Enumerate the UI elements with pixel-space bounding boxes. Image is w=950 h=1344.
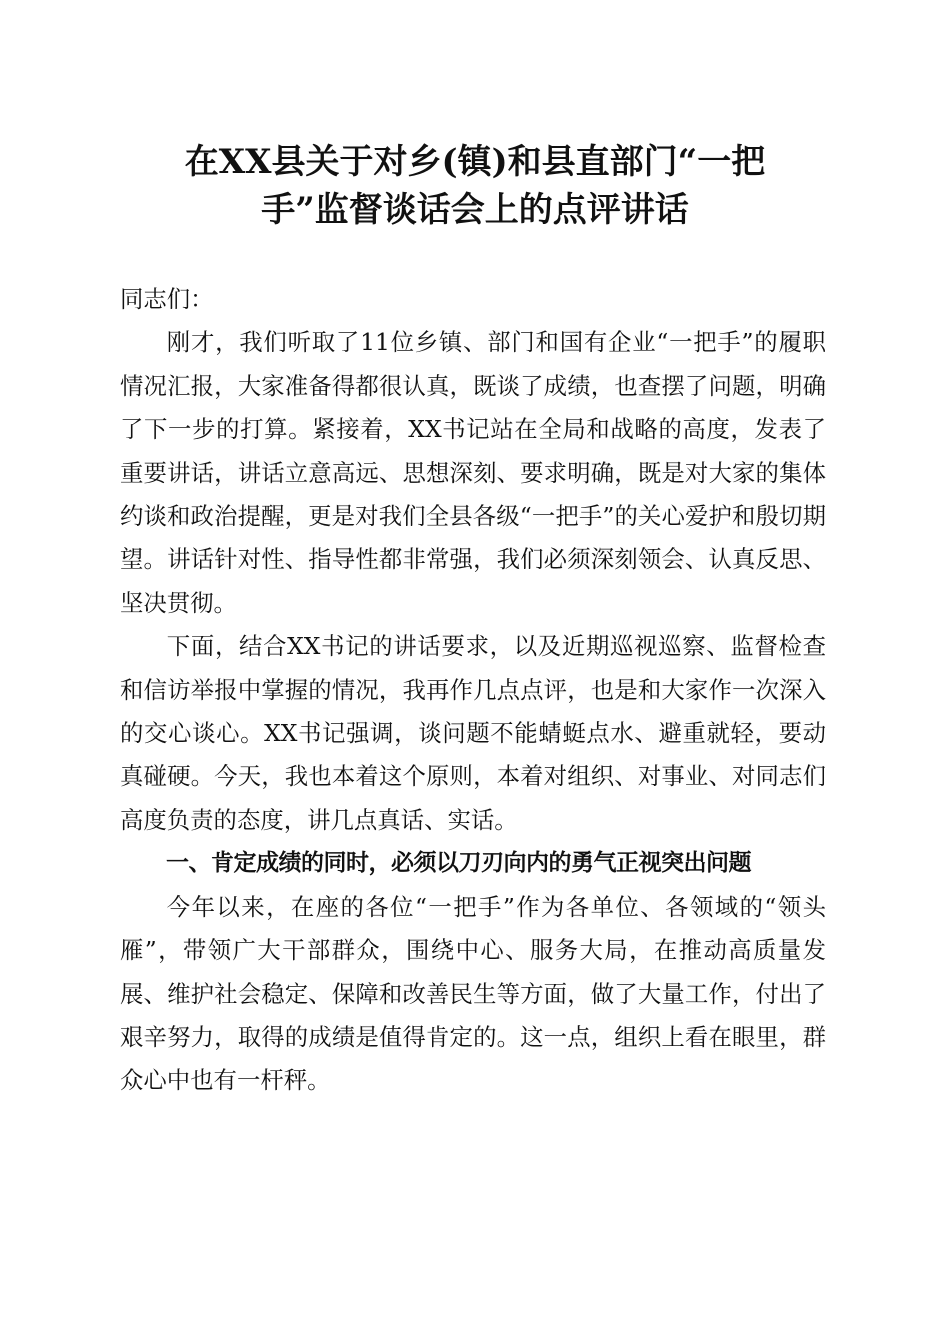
section-heading: 一、肯定成绩的同时，必须以刀刃向内的勇气正视突出问题 xyxy=(166,850,751,877)
section-paragraph: 今年以来，在座的各位“一把手”作为各单位、各领域的“领头雁”，带领广大干部群众，围绕中心、服务大局，在推动高质量发展、维护社会稳定、保障和改善民生等方面，做了大量工作，付出了艰辛努力，取得的成绩是值得肯定的。这一点，组织上看在眼里，群众心中也有一杆秤。 xyxy=(120,892,826,1095)
document-body xyxy=(120,278,826,1103)
paragraph-2: 下面，结合XX书记的讲话要求，以及近期巡视巡察、监督检查和信访举报中掌握的情况，我再作几点点评，也是和大家作一次深入的交心谈心。XX书记强调，谈问题不能蜻蜓点水、避重就轻，要动真碰硬。今天，我也本着这个原则，本着对组织、对事业、对同志们高度负责的态度，讲几点真话、实话。 xyxy=(120,632,826,834)
document-title xyxy=(120,138,830,234)
title-line-1: 在XX县关于对乡(镇)和县直部门“一把 xyxy=(184,142,766,182)
paragraph-1: 刚才，我们听取了11位乡镇、部门和国有企业“一把手”的履职情况汇报，大家准备得都很认真，既谈了成绩，也查摆了问题，明确了下一步的打算。紧接着，XX书记站在全局和战略的高度，发表了重要讲话，讲话立意高远、思想深刻、要求明确，既是对大家的集体约谈和政治提醒，更是对我们全县各级“一把手”的关心爱护和殷切期望。讲话针对性、指导性都非常强，我们必须深刻领会、认真反思、坚决贯彻。 xyxy=(120,328,826,617)
salutation: 同志们： xyxy=(120,285,214,313)
title-line-2: 手”监督谈话会上的点评讲话 xyxy=(261,190,689,230)
